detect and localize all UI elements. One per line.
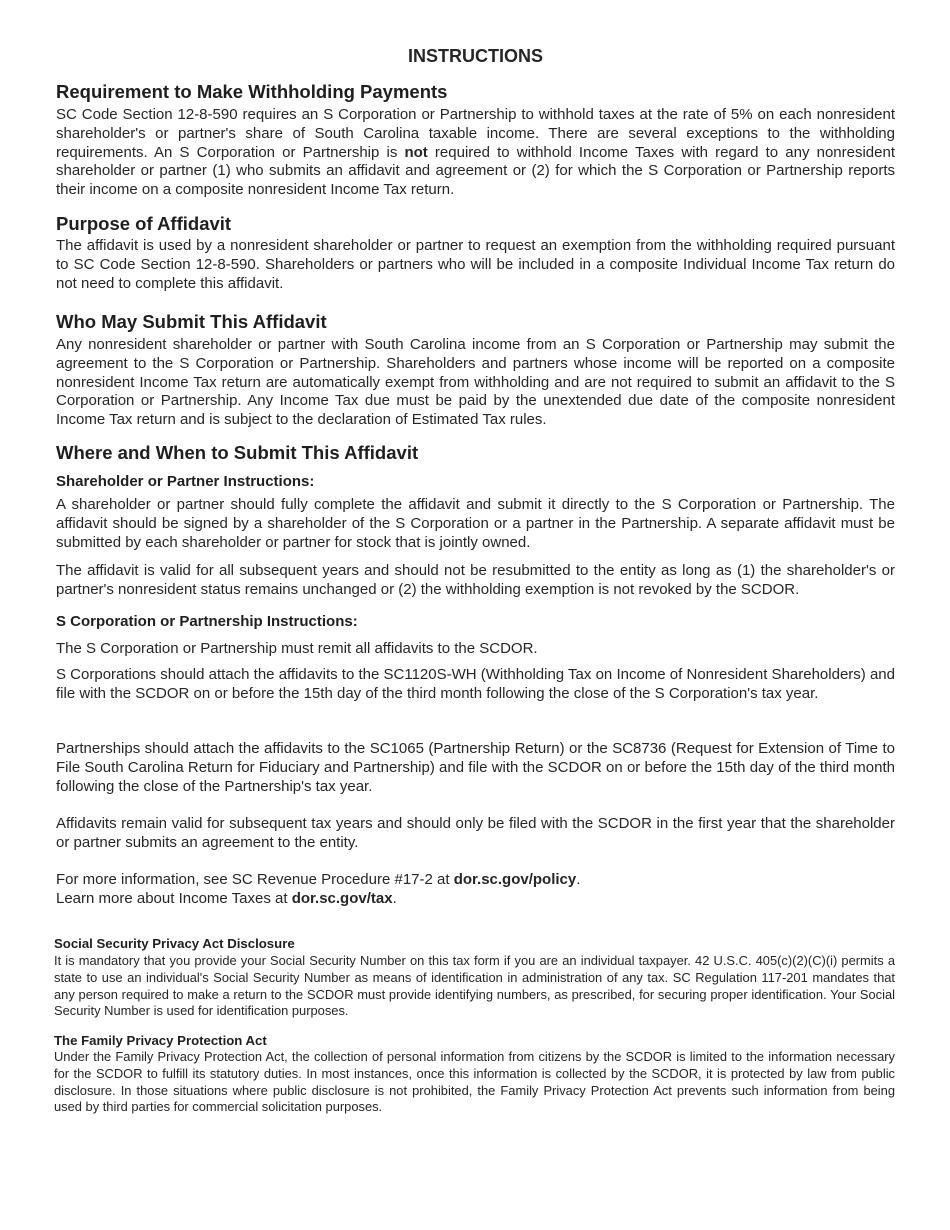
heading-who-may-submit: Who May Submit This Affidavit bbox=[56, 311, 327, 332]
heading-privacy-act: Social Security Privacy Act Disclosure bbox=[54, 936, 295, 951]
corporation-paragraph-3: Partnerships should attach the affidavits to the SC1065 (Partnership Return) or the SC8736 (Request for Extension of Time to File South Carolina Return for Fiduciary and Partnership) and file with the SCDOR on or before the 15th day of the third month following the close of the Partnership's tax year. bbox=[56, 740, 895, 795]
tax-link[interactable]: dor.sc.gov/tax bbox=[291, 890, 393, 907]
policy-link[interactable]: dor.sc.gov/policy bbox=[453, 871, 577, 888]
privacy-act-paragraph: It is mandatory that you provide your Social Security Number on this tax form if you are an individual taxpayer. 42 U.S.C. 405(c)(2)(C)(i) permits a state to use an individual's Social Security Number as means of identification in administration of any tax. SC Regulation 117-201 mandates that any person required to make a return to the SCDOR must provide identifying numbers, as prescribed, for securing proper identification. Your Social Security Number is used for identification purposes. bbox=[54, 953, 895, 1019]
corporation-paragraph-1: The S Corporation or Partnership must remit all affidavits to the SCDOR. bbox=[56, 640, 538, 657]
shareholder-paragraph-1: A shareholder or partner should fully complete the affidavit and submit it directly to the S Corporation or Partnership. The affidavit should be signed by a shareholder of the S Corporation or a partner in the Partnership. A separate affidavit must be submitted by each shareholder or partner for stock that is jointly owned. bbox=[56, 496, 895, 551]
purpose-paragraph: The affidavit is used by a nonresident shareholder or partner to request an exemption from the withholding required pursuant to SC Code Section 12-8-590. Shareholders or partners who will be included in a composite Individual Income Tax return do not need to complete this affidavit. bbox=[56, 237, 895, 292]
heading-purpose: Purpose of Affidavit bbox=[56, 213, 232, 234]
heading-requirement: Requirement to Make Withholding Payments bbox=[56, 81, 448, 102]
page-title: INSTRUCTIONS bbox=[408, 46, 543, 66]
family-privacy-paragraph: Under the Family Privacy Protection Act, the collection of personal information from citizens by the SCDOR is limited to the information necessary for the SCDOR to fulfill its statutory duties. In most instances, once this information is collected by the SCDOR, it is protected by law from public disclosure. In those situations where public disclosure is not prohibited, the Family Privacy Protection Act prevents such information from being used by third parties for commercial solicitation purposes. bbox=[54, 1049, 895, 1115]
subheading-shareholder-instructions: Shareholder or Partner Instructions: bbox=[56, 473, 315, 490]
income-tax-line: Learn more about Income Taxes at dor.sc.gov/tax. bbox=[56, 890, 397, 907]
more-info-line: For more information, see SC Revenue Procedure #17-2 at dor.sc.gov/policy. bbox=[56, 871, 581, 888]
requirement-paragraph: SC Code Section 12-8-590 requires an S Corporation or Partnership to withhold taxes at the rate of 5% on each nonresident shareholder's or partner's share of South Carolina taxable income. There are several exceptions to the withholding requirements. An S Corporation or Partnership is not required to withhold Income Taxes with regard to any nonresident shareholder or partner (1) who submits an affidavit and agreement or (2) for which the S Corporation or Partnership reports their income on a composite nonresident Income Tax return. bbox=[56, 106, 895, 199]
heading-where-when: Where and When to Submit This Affidavit bbox=[56, 442, 419, 463]
corporation-paragraph-4: Affidavits remain valid for subsequent tax years and should only be filed with the SCDOR in the first year that the shareholder or partner submits an agreement to the entity. bbox=[56, 815, 895, 851]
corporation-paragraph-2: S Corporations should attach the affidavits to the SC1120S-WH (Withholding Tax on Income of Nonresident Shareholders) and file with the SCDOR on or before the 15th day of the third month following the close of the S Corporation's tax year. bbox=[56, 666, 895, 702]
subheading-corporation-instructions: S Corporation or Partnership Instructions: bbox=[56, 613, 358, 630]
shareholder-paragraph-2: The affidavit is valid for all subsequent years and should not be resubmitted to the entity as long as (1) the shareholder's or partner's nonresident status remains unchanged or (2) the withholding exemption is not revoked by the SCDOR. bbox=[56, 562, 895, 598]
heading-family-privacy: The Family Privacy Protection Act bbox=[54, 1033, 267, 1048]
who-may-submit-paragraph: Any nonresident shareholder or partner with South Carolina income from an S Corporation or Partnership may submit the agreement to the S Corporation or Partnership. Shareholders and partners whose income will be reported on a composite nonresident Income Tax return are automatically exempt from withholding and are not required to submit an affidavit to the S Corporation or Partnership. Any Income Tax due must be paid by the unextended due date of the composite nonresident Income Tax return and is subject to the declaration of Estimated Tax rules. bbox=[56, 336, 895, 429]
